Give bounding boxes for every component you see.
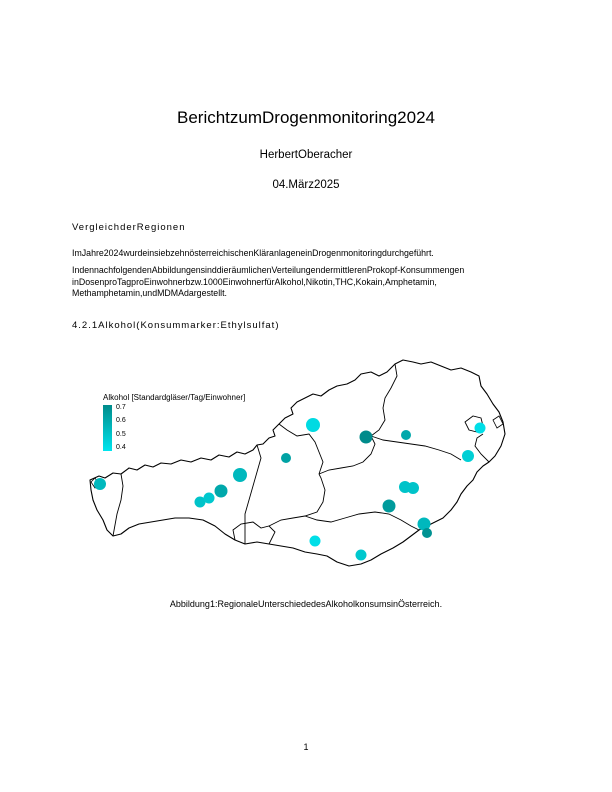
- data-point: [215, 485, 228, 498]
- section-heading: VergleichderRegionen: [72, 222, 186, 233]
- data-point: [356, 550, 367, 561]
- document-date: 04.März2025: [272, 179, 340, 191]
- data-point: [310, 536, 321, 547]
- data-point: [422, 528, 432, 538]
- figure-caption: Abbildung1:RegionaleUnterschiededesAlkoholkonsumsinÖsterreich.: [169, 599, 443, 609]
- legend-title: Alkohol [Standardgläser/Tag/Einwohner]: [103, 393, 246, 402]
- page-number: 1: [303, 742, 309, 752]
- austria-alcohol-map: [85, 350, 525, 580]
- data-point: [360, 431, 373, 444]
- data-points: [94, 418, 486, 561]
- data-point: [399, 481, 411, 493]
- data-point: [401, 430, 411, 440]
- subsection-heading: 4.2.1Alkohol(Konsummarker:Ethylsulfat): [72, 320, 280, 331]
- data-point: [233, 468, 247, 482]
- data-point: [475, 423, 486, 434]
- data-point: [462, 450, 474, 462]
- data-point: [383, 500, 396, 513]
- legend-colorbar: [103, 405, 112, 451]
- legend-tick-label: 0.7: [116, 404, 126, 411]
- legend-tick-label: 0.6: [116, 417, 126, 424]
- document-title: BerichtzumDrogenmonitoring2024: [177, 108, 435, 127]
- data-point: [204, 493, 215, 504]
- data-point: [306, 418, 320, 432]
- legend-ticks: [116, 404, 126, 451]
- document-author: HerbertOberacher: [259, 149, 353, 161]
- austria-outline: [90, 360, 505, 566]
- data-point: [281, 453, 291, 463]
- data-point: [94, 478, 106, 490]
- legend-tick-label: 0.5: [116, 431, 126, 438]
- paragraph-intro: ImJahre2024wurdeinsiebzehnösterreichischenKläranlageneinDrogenmonitoringdurchgeführt.: [72, 248, 434, 258]
- paragraph-details: IndennachfolgendenAbbildungensinddieräumlichenVerteilungendermittlerenProkopf-Konsummengen inDosenproTagproEinwohnerbzw.1000EinwohnerfürAlkohol,Nikotin,THC,Kokain,Amphetamin, Methamphetamin,undMDMAdargestellt.: [72, 265, 465, 298]
- legend-tick-label: 0.4: [116, 444, 126, 451]
